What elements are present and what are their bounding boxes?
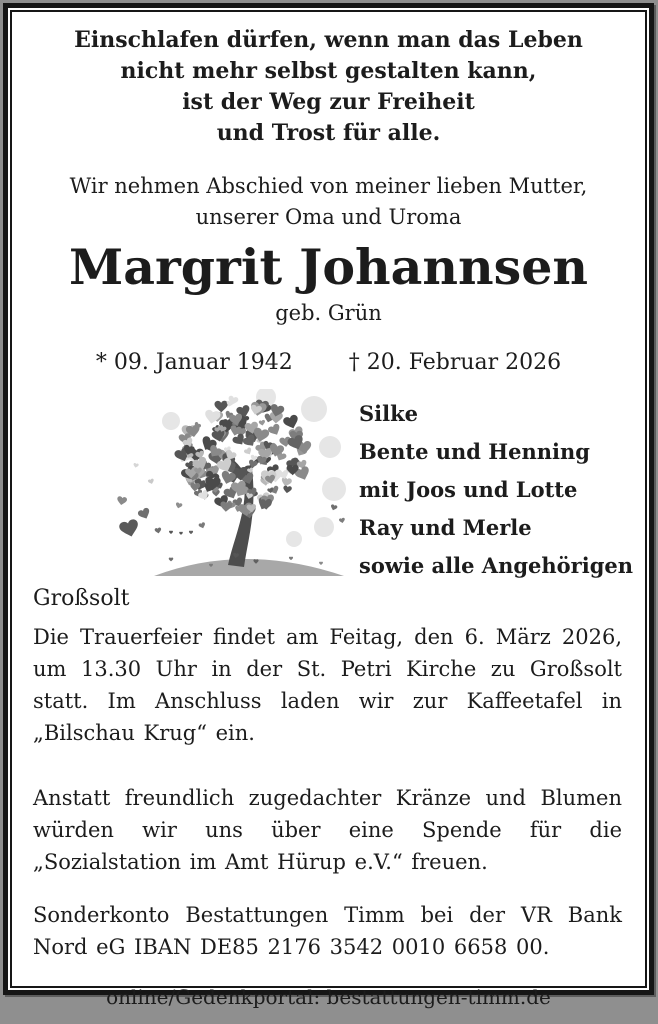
poem-line: nicht mehr selbst gestalten kann,	[120, 58, 537, 84]
mourner-line: sowie alle Angehörigen	[359, 553, 634, 578]
birth-date: * 09. Januar 1942	[95, 350, 293, 375]
life-dates-row	[12, 349, 645, 377]
mourner-line: mit Joos und Lotte	[359, 477, 578, 502]
page-background	[0, 3, 658, 1009]
memorial-tree-image	[116, 389, 351, 584]
memorial-row	[12, 389, 645, 585]
death-date: † 20. Februar 2026	[348, 350, 562, 375]
donation-paragraph: Anstatt freundlich zugedachter Kränze und Blumen würden wir uns über eine Spende für die „Sozialstation im Amt Hürup e.V.“ freuen.	[33, 786, 622, 874]
notice-frame	[3, 3, 654, 1009]
mourner-line: Ray und Merle	[359, 515, 532, 540]
poem-line: und Trost für alle.	[216, 120, 441, 146]
tree-ground	[154, 559, 344, 576]
tree-crown-hearts	[173, 395, 311, 520]
farewell-intro	[12, 171, 645, 233]
mourner-line: Bente und Henning	[359, 439, 590, 464]
poem-line: ist der Weg zur Freiheit	[182, 89, 475, 115]
funeral-paragraph: Die Trauerfeier findet am Feitag, den 6. März 2026, um 13.30 Uhr in der St. Petri Kirche zu Großsolt statt. Im Anschluss laden wir zur Kaffeetafel in „Bilschau Krug“ ein.	[33, 625, 622, 745]
mourners-list	[359, 395, 633, 585]
mourner-line: Silke	[359, 401, 419, 426]
intro-line: unserer Oma und Uroma	[195, 205, 462, 229]
poem-line: Einschlafen dürfen, wenn man das Leben	[74, 27, 583, 53]
epigraph-poem	[12, 25, 645, 149]
maiden-name: geb. Grün	[275, 301, 382, 325]
intro-line: Wir nehmen Abschied von meiner lieben Mutter,	[69, 174, 588, 198]
memorial-portal-link: online/Gedenkportal: bestattungen-timm.de	[106, 985, 551, 1009]
location-text: Großsolt	[33, 586, 130, 611]
account-paragraph: Sonderkonto Bestattungen Timm bei der VR Bank Nord eG IBAN DE85 2176 3542 0010 6658 00.	[33, 903, 622, 959]
deceased-name: Margrit Johannsen	[68, 238, 589, 296]
notice-inner-frame	[10, 10, 647, 1009]
